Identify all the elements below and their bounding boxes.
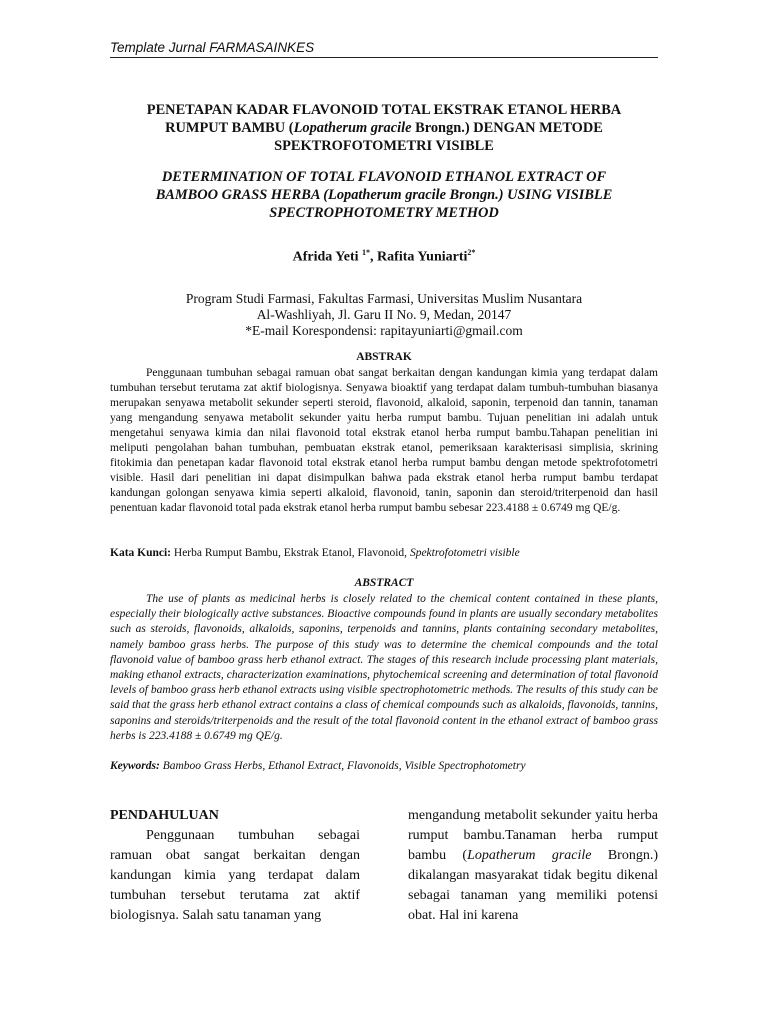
title-id-line3: SPEKTROFOTOMETRI VISIBLE [274,138,494,154]
kata-kunci-label: Kata Kunci: [110,547,172,559]
abstrak-text: Penggunaan tumbuhan sebagai ramuan obat sangat berkaitan dengan kandungan kimia yang terdapat dalam tumbuhan tersebut terutama zat aktif biologisnya. Senyawa bioaktif yang terdapat dalam tumbuh-tumbuhan biasanya merupakan senyawa metabolit sekunder seperti steroid, flavonoid, alkaloid, saponin, terpenoid dan tannin, tanaman yang mengandung senyawa metabolit sekunder yaitu herba rumput bambu. Tujuan penelitian ini adalah untuk mengetahui senyawa kimia dan nilai flavonoid total ekstrak etanol herba rumput bambu.Tahapan penelitian ini meliputi pengolahan bahan tumbuhan, pembuatan ekstrak etanol, pemeriksaan karakterisasi simplisia, skrining fitokimia dan penetapan kadar flavonoid total ekstrak etanol herba rumput bambu dengan metode spektrofotometri visible. Hasil dari penelitian ini dapat disimpulkan bahwa pada ekstrak etanol herba rumput bambu terdapat kandungan golongan senyawa kimia seperti alkaloid, flavonoid, tanin, saponin dan steroid/triterpenoid dan hasil penentuan kadar flavonoid total pada ekstrak etanol herba rumput bambu sebesar 223.4188 ± 0.6749 mg QE/g. [110,367,658,514]
title-id-line2 [110,119,658,137]
kata-kunci-text: Herba Rumput Bambu, Ekstrak Etanol, Flavonoid, [171,547,410,559]
journal-header: Template Jurnal FARMASAINKES [110,40,315,55]
title-id-line1: PENETAPAN KADAR FLAVONOID TOTAL EKSTRAK ETANOL HERBA [146,102,622,118]
author-2-affil: 2* [467,248,476,257]
title-id-line2-b: Brongn.) DENGAN METODE [411,120,603,136]
author-separator: , [370,249,378,265]
title-id-line2-a: RUMPUT BAMBU ( [165,120,294,136]
title-id-species: Lopatherum gracile [293,120,412,136]
affiliation [110,291,658,339]
abstract-text: The use of plants as medicinal herbs is closely related to the chemical content contained in these plants, especially their biologically active substances. Bioactive compounds found in plants are usually secondary metabolites such as steroids, flavonoids, alkaloids, saponins, terpenoids and tannins, plants containing secondary metabolites, namely bamboo grass herbs. The purpose of this study was to determine the chemical compounds and the total flavonoid value of bamboo grass herb ethanol extract. The stages of this research include processing plant materials, making ethanol extracts, characterization examinations, phytochemical screening and determination of total flavonoid levels of bamboo grass herb ethanol extracts using visible spectrophotometric methods. The results of this study can be said that the grass herb ethanol extract contains a class of chemical compounds such as alkaloids, flavonoids, tannins, saponins and steroids/triterpenoids and the result of the total flavonoid content in the ethanol extract of bamboo grass herbs is 223.4188 ± 0.6749 mg QE/g. [110,593,658,742]
correspondence-email: *E-mail Korespondensi: rapitayuniarti@gmail.com [245,323,523,338]
author-1: Afrida Yeti [292,249,363,265]
right-text-b: Brongn.) dikalangan masyarakat tidak begitu dikenal sebagai tanaman yang memiliki potensi obat. Hal ini karena [408,848,658,923]
author-list [110,248,658,266]
affiliation-line1: Program Studi Farmasi, Fakultas Farmasi, Universitas Muslim Nusantara [185,291,583,306]
abstrak-heading: ABSTRAK [356,351,412,363]
title-english [110,168,658,222]
header-rule [110,57,658,58]
author-1-affil: 1* [362,248,371,257]
title-en-line1: DETERMINATION OF TOTAL FLAVONOID ETHANOL EXTRACT OF [161,169,607,185]
abstract-heading: ABSTRACT [354,577,414,589]
title-en-line2: BAMBOO GRASS HERBA (Lopatherum gracile Brongn.) USING VISIBLE [155,187,613,203]
intro-paragraph: Penggunaan tumbuhan sebagai ramuan obat sangat berkaitan dengan kandungan kimia yang terdapat dalam tumbuhan tersebut terutama zat aktif biologisnya. Salah satu tanaman yang [110,828,360,923]
keywords [110,760,658,772]
kata-kunci-italic: Spektrofotometri visible [409,547,520,559]
kata-kunci [110,547,658,559]
right-text-a: mengandung metabolit sekunder yaitu herba rumput bambu.Tanaman herba rumput bambu ( [408,808,658,863]
section-heading: PENDAHULUAN [110,808,219,823]
right-species: Lopatherum gracile [467,848,592,863]
keywords-text: Bamboo Grass Herbs, Ethanol Extract, Flavonoids, Visible Spectrophotometry [159,760,526,772]
affiliation-line2: Al-Washliyah, Jl. Garu II No. 9, Medan, 20147 [256,307,512,322]
title-en-line3: SPECTROPHOTOMETRY METHOD [269,205,499,221]
keywords-label: Keywords: [110,760,160,772]
body-column-left [110,806,360,926]
author-2: Rafita Yuniarti [377,249,468,265]
body-column-right [408,806,658,926]
title-indonesian [110,101,658,155]
